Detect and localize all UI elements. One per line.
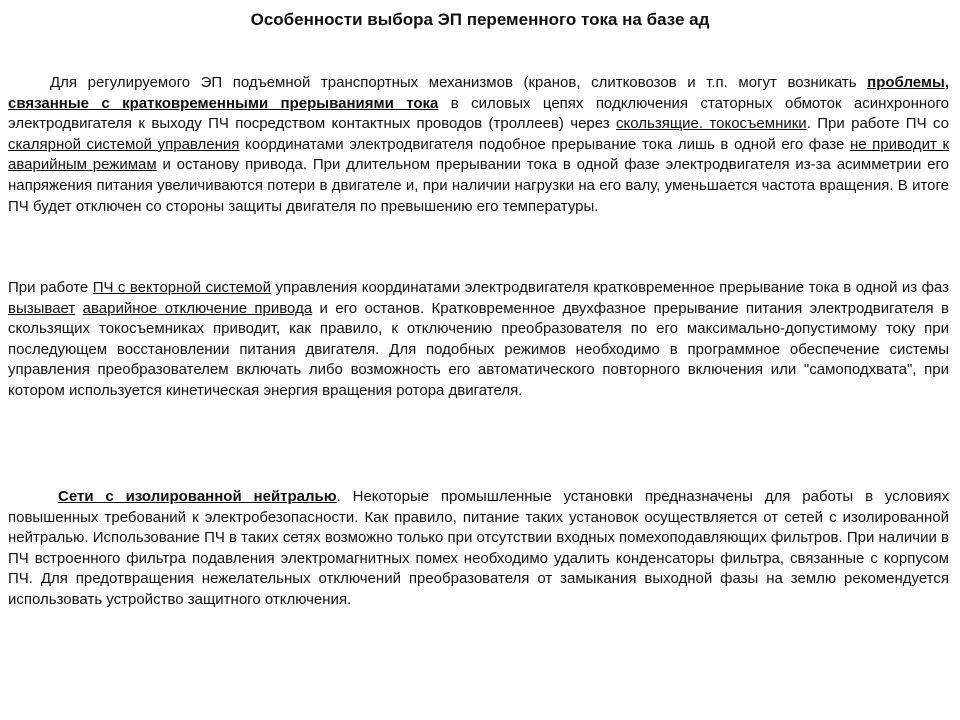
emphasis-vector-system: ПЧ с векторной системой xyxy=(92,279,272,296)
text-segment: в силовых цепях подключения статорных обмоток асинхронного электродвигателя к выходу ПЧ посредством контактных проводов (троллеев) через xyxy=(8,94,950,133)
paragraph-trolley-interruptions xyxy=(8,73,949,217)
text-segment: . Некоторые промышленные установки предназначены для работы в условиях повышенных требований к электробезопасности. Как правило, питание таких установок осуществляется от сетей с изолированной нейтралью. Использование ПЧ в таких сетях возможно только при отсутствии входных помехоподавляющих фильтров. При наличии в ПЧ встроенного фильтра подавления электромагнитных помех необходимо удалить конденсаторы фильтра, связанные с корпусом ПЧ. Для предотвращения нежелательных отключений преобразователя от замыкания выходной фазы на землю рекомендуется использовать устройство защитного отключения. xyxy=(8,488,949,608)
emphasis-scalar-control: скалярной системой управления xyxy=(8,135,240,153)
text-segment: . При работе ПЧ со xyxy=(806,115,949,133)
text-segment: управления координатами электродвигателя кратковременное прерывание тока в одной из фаз xyxy=(271,279,949,296)
section-heading-isolated-neutral: Сети с изолированной нейтралью xyxy=(58,488,337,505)
emphasis-emergency-shutdown: аварийное отключение привода xyxy=(82,299,313,317)
text-segment xyxy=(75,300,82,317)
text-segment: При работе xyxy=(8,279,93,296)
paragraph-isolated-neutral xyxy=(8,487,949,611)
emphasis-causes: вызывает xyxy=(8,299,76,317)
emphasis-sliding-collectors: скользящие. токосъемники xyxy=(616,115,807,133)
page-title: Особенности выбора ЭП переменного тока на базе ад xyxy=(250,10,710,29)
text-segment: и его останов. Кратковременное двухфазное прерывание питания электродвигателя в скользящих токосъемниках приводит, как правило, к отключению преобразователя по его максимально-допустимому току при последующем восстановлении питания двигателя. Для подобных режимов необходимо в программное обеспечение системы управления преобразователем включать либо возможность его автоматического повторного включения или "самоподхвата", при котором используется кинетическая энергия вращения ротора двигателя. xyxy=(8,299,950,399)
text-segment: координатами электродвигателя подобное прерывание тока лишь в одной его фазе xyxy=(239,135,850,153)
text-segment: и останову привода. При длительном прерывании тока в одной фазе электродвигателя из-за асимметрии его напряжения питания увеличиваются потери в двигателе и, при наличии нагрузки на его валу, уменьшается частота вращения. В итоге ПЧ будет отключен со стороны защиты двигателя по превышению его температуры. xyxy=(8,156,949,215)
emphasis-no-emergency: не приводит к аварийным режимам xyxy=(8,135,950,174)
paragraph-vector-control xyxy=(8,278,949,402)
emphasis-problems: проблемы, связанные с кратковременными прерываниями тока xyxy=(8,74,949,112)
text-segment: Для регулируемого ЭП подъемной транспортных механизмов (кранов, слитковозов и т.п. могут возникать xyxy=(50,74,868,91)
